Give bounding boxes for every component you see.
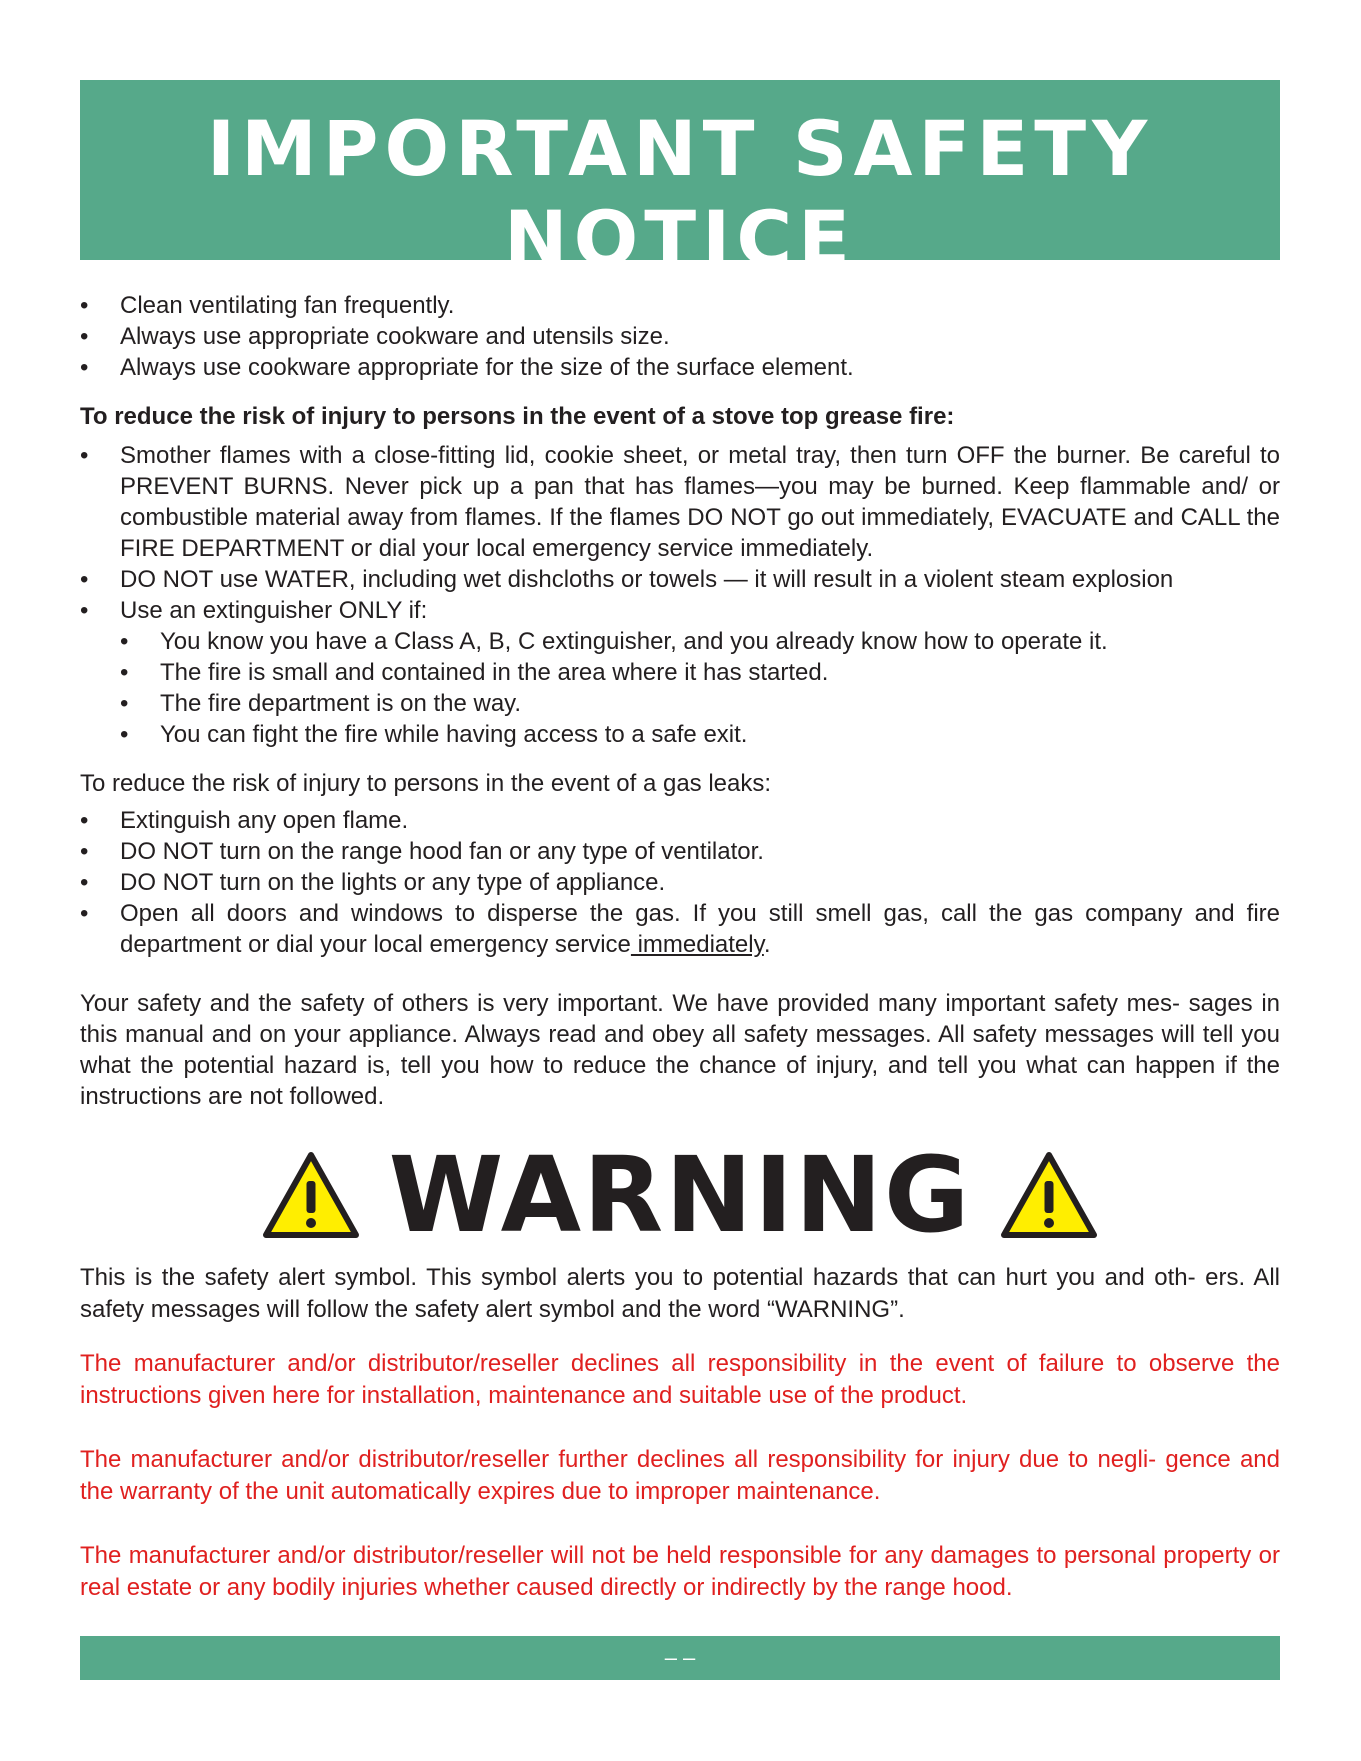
disclaimer-paragraph: The manufacturer and/or distributor/reseller further declines all responsibility for injury due to negli- gence and the warranty of the unit automatically expires due to improper maintenance. [80, 1446, 1280, 1505]
warning-heading: WARNING [388, 1134, 972, 1256]
warning-triangle-icon [999, 1149, 1099, 1241]
list-item: • You can fight the fire while having access to a safe exit. [120, 721, 748, 748]
intro-bullet-list [80, 290, 1280, 383]
gas-leak-heading: To reduce the risk of injury to persons in the event of a gas leaks: [80, 770, 772, 797]
lower-content [80, 1262, 1280, 1636]
extinguisher-sub-list [120, 626, 1280, 750]
immediately-underlined: immediately [630, 931, 764, 958]
header-bar [80, 80, 1280, 283]
list-item: • You know you have a Class A, B, C extinguisher, and you already know how to operate it. [120, 628, 1108, 655]
grease-fire-bullet-list [80, 440, 1280, 626]
list-item: • DO NOT use WATER, including wet dishcloths or towels — it will result in a violent steam explosion [80, 566, 1174, 593]
list-item: • Use an extinguisher ONLY if: [80, 597, 428, 624]
list-item: • Open all doors and windows to disperse the gas. If you still smell gas, call the gas company and fire department or dial your local emergency service immediately. [80, 900, 1280, 958]
list-item: • Clean ventilating fan frequently. [80, 292, 455, 319]
disclaimer-paragraph: The manufacturer and/or distributor/reseller will not be held responsible for any damages to personal property or real estate or any bodily injuries whether caused directly or indirectly by the range hood. [80, 1542, 1280, 1601]
list-item: • The fire department is on the way. [120, 690, 522, 717]
list-item: • DO NOT turn on the range hood fan or any type of ventilator. [80, 838, 764, 865]
warning-triangle-icon [261, 1149, 361, 1241]
disclaimer-paragraph: The manufacturer and/or distributor/reseller declines all responsibility in the event of failure to observe the instructions given here for installation, maintenance and suitable use of the product. [80, 1350, 1280, 1409]
main-content [80, 290, 1280, 1112]
page-number: – – [664, 1645, 696, 1670]
list-item: • Smother flames with a close-fitting lid, cookie sheet, or metal tray, then turn OFF the burner. Be careful to PREVENT BURNS. Never pick up a pan that has flames—you may be burned. Keep flammable and/ or combustible material away from flames. If the flames DO NOT go out immediately, EVACUATE and CALL the FIRE DEPARTMENT or dial your local emergency service immediately. [80, 442, 1280, 562]
warning-banner [80, 1134, 1280, 1256]
list-item: • Always use appropriate cookware and utensils size. [80, 323, 670, 350]
list-item: • DO NOT turn on the lights or any type of appliance. [80, 869, 666, 896]
list-item: • Always use cookware appropriate for the size of the surface element. [80, 354, 854, 381]
list-item: • The fire is small and contained in the area where it has started. [120, 659, 829, 686]
warning-description: This is the safety alert symbol. This symbol alerts you to potential hazards that can hurt you and oth- ers. All safety messages will follow the safety alert symbol and the word “WARNING”. [80, 1264, 1280, 1323]
gas-leak-bullet-list [80, 805, 1280, 960]
safety-paragraph: Your safety and the safety of others is very important. We have provided many important safety mes- sages in this manual and on your appliance. Always read and obey all safety messages. All safety messages will tell you what the potential hazard is, tell you how to reduce the chance of injury, and tell you what can happen if the instructions are not followed. [80, 990, 1280, 1110]
footer-bar [80, 1636, 1280, 1680]
grease-fire-heading: To reduce the risk of injury to persons in the event of a stove top grease fire: [80, 403, 955, 430]
page-title: IMPORTANT SAFETY NOTICE [206, 104, 1154, 283]
disclaimer-section [80, 1348, 1280, 1604]
list-item: • Extinguish any open flame. [80, 807, 409, 834]
